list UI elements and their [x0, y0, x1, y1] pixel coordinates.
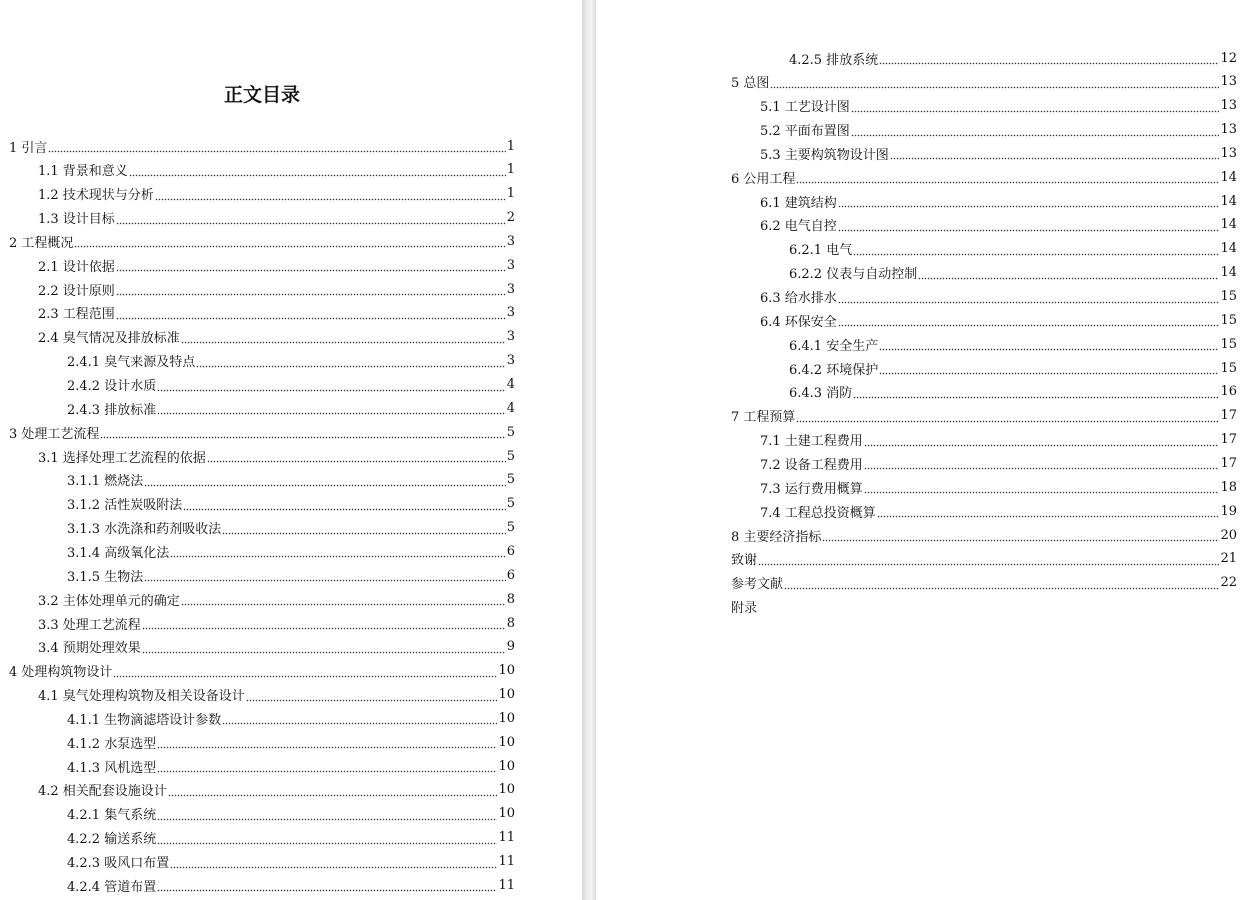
toc-entry-title: 6.4.2 环境保护 [789, 362, 879, 378]
toc-entry-page: 21 [1220, 551, 1237, 567]
toc-leader-dots [170, 539, 506, 563]
toc-entry[interactable] [789, 261, 1237, 285]
toc-leader-dots [157, 396, 506, 420]
toc-entry[interactable] [789, 332, 1237, 356]
toc-leader-dots [157, 873, 497, 897]
toc-leader-dots [100, 420, 505, 444]
toc-entry-page: 6 [506, 543, 515, 559]
toc-entry[interactable] [67, 492, 515, 516]
toc-entry[interactable] [731, 523, 1237, 547]
toc-leader-dots [183, 492, 506, 516]
toc-entry[interactable] [38, 253, 515, 277]
toc-entry-page: 6 [506, 567, 515, 583]
toc-entry-page: 17 [1220, 455, 1237, 471]
toc-leader-dots [918, 261, 1219, 285]
toc-entry[interactable] [731, 404, 1237, 428]
toc-entry[interactable] [760, 94, 1237, 118]
toc-entry-title: 4.2.2 输送系统 [67, 832, 157, 848]
toc-entry-title: 6.2 电气自控 [760, 219, 837, 235]
toc-entry-page: 11 [498, 877, 515, 893]
toc-leader-dots [181, 325, 506, 349]
toc-entry-page: 8 [506, 615, 515, 631]
toc-entry-title: 4 处理构筑物设计 [9, 665, 113, 681]
toc-leader-dots [116, 206, 506, 230]
toc-entry-page: 2 [506, 210, 515, 226]
toc-entry[interactable] [731, 547, 1237, 571]
toc-entry-page: 1 [506, 186, 515, 202]
toc-entry[interactable] [789, 356, 1237, 380]
toc-leader-dots [864, 451, 1220, 475]
toc-entry-page: 9 [506, 639, 515, 655]
toc-entry-title: 2.3 工程范围 [38, 307, 115, 323]
toc-entry-title: 4.1.1 生物滴滤塔设计参数 [67, 712, 222, 728]
toc-entry-title: 4.2.1 集气系统 [67, 808, 157, 824]
toc-entry[interactable] [38, 778, 515, 802]
toc-entry-title: 1.3 设计目标 [38, 212, 115, 228]
toc-entry-page: 18 [1220, 479, 1237, 495]
toc-entry-page: 10 [498, 687, 515, 703]
toc-entry[interactable] [760, 141, 1237, 165]
toc-entry[interactable] [760, 285, 1237, 309]
document-page-right [596, 0, 1245, 900]
toc-leader-dots [144, 468, 506, 492]
toc-entry-page: 5 [506, 520, 515, 536]
toc-entry[interactable] [67, 706, 515, 730]
toc-entry-title: 附录 [731, 601, 758, 617]
toc-entry-title: 3.1.5 生物法 [67, 569, 144, 585]
toc-entry-page: 15 [1220, 336, 1237, 352]
toc-entry-page: 10 [498, 806, 515, 822]
toc-entry-title: 6.4.1 安全生产 [789, 338, 879, 354]
toc-entry[interactable] [789, 237, 1237, 261]
toc-leader-dots [116, 301, 506, 325]
toc-entry-title: 3.1.1 燃烧法 [67, 474, 144, 490]
toc-entry-page: 11 [498, 830, 515, 846]
toc-entry-title: 3.1.2 活性炭吸附法 [67, 498, 183, 514]
toc-entry-title: 3.2 主体处理单元的确定 [38, 593, 180, 609]
toc-entry[interactable] [760, 499, 1237, 523]
toc-entry[interactable] [38, 206, 515, 230]
toc-entry-title: 3.1.4 高级氧化法 [67, 545, 170, 561]
toc-entry-title: 2.4.3 排放标准 [67, 402, 157, 418]
toc-entry[interactable] [38, 611, 515, 635]
toc-leader-dots [116, 277, 506, 301]
toc-leader-dots [246, 683, 498, 707]
toc-leader-dots [157, 730, 497, 754]
toc-leader-dots [890, 141, 1220, 165]
toc-leader-dots [853, 237, 1219, 261]
toc-leader-dots [157, 802, 497, 826]
toc-title: 正文目录 [223, 84, 300, 106]
toc-entry-title: 4.1.3 风机选型 [67, 760, 157, 776]
toc-entry-title: 2.4 臭气情况及排放标准 [38, 331, 180, 347]
toc-entry[interactable] [67, 873, 515, 897]
toc-entry-page: 10 [498, 758, 515, 774]
toc-leader-dots [758, 547, 1219, 571]
document-page-left [0, 0, 582, 900]
toc-entry[interactable] [38, 635, 515, 659]
toc-entry-page: 1 [506, 162, 515, 178]
toc-leader-dots [851, 94, 1220, 118]
toc-entry-title: 7.4 工程总投资概算 [760, 505, 876, 521]
toc-entry-title: 1 引言 [9, 140, 48, 156]
toc-entry-page: 10 [498, 663, 515, 679]
toc-entry-page: 3 [506, 257, 515, 273]
toc-leader-dots [770, 70, 1219, 94]
toc-leader-dots [157, 826, 497, 850]
toc-leader-dots [879, 356, 1219, 380]
toc-leader-dots [822, 523, 1219, 547]
toc-leader-dots [207, 444, 506, 468]
toc-entry-page: 10 [498, 710, 515, 726]
toc-entry-page: 1 [506, 138, 515, 154]
toc-entry[interactable] [38, 325, 515, 349]
toc-entry-title: 5 总图 [731, 76, 770, 92]
toc-entry-title: 6.4.3 消防 [789, 386, 853, 402]
toc-entry[interactable] [760, 118, 1237, 142]
toc-leader-dots [170, 850, 497, 874]
toc-entry-title: 4.2.4 管道布置 [67, 879, 157, 895]
toc-leader-dots [784, 571, 1219, 595]
toc-entry[interactable] [760, 189, 1237, 213]
toc-entry[interactable] [67, 468, 515, 492]
toc-entry-title: 7 工程预算 [731, 410, 796, 426]
toc-entry-page: 11 [498, 854, 515, 869]
toc-entry[interactable] [760, 451, 1237, 475]
toc-leader-dots [864, 428, 1220, 452]
toc-leader-dots [796, 165, 1219, 189]
toc-entry-title: 6 公用工程 [731, 171, 796, 187]
toc-entry-page: 3 [506, 281, 515, 297]
toc-entry[interactable] [38, 277, 515, 301]
toc-entry[interactable] [789, 380, 1237, 404]
toc-entry-page: 14 [1220, 265, 1237, 281]
toc-leader-dots [222, 706, 497, 730]
toc-entry-title: 4.2 相关配套设施设计 [38, 784, 167, 800]
toc-entry[interactable] [67, 396, 515, 420]
toc-entry[interactable] [789, 46, 1237, 70]
toc-entry-page: 15 [1220, 312, 1237, 328]
toc-leader-dots [879, 332, 1219, 356]
toc-entry[interactable] [38, 301, 515, 325]
toc-entry-page: 20 [1220, 527, 1237, 543]
toc-entry[interactable] [67, 516, 515, 540]
toc-leader-dots [157, 373, 506, 397]
toc-entry[interactable] [731, 571, 1237, 595]
toc-leader-dots [155, 182, 506, 206]
toc-entry[interactable] [67, 826, 515, 850]
toc-entry-title: 4.1 臭气处理构筑物及相关设备设计 [38, 689, 245, 705]
toc-entry[interactable] [760, 475, 1237, 499]
toc-entry-title: 7.3 运行费用概算 [760, 481, 863, 497]
toc-leader-dots [838, 308, 1220, 332]
toc-entry-page: 13 [1220, 122, 1237, 138]
toc-entry-title: 1.1 背景和意义 [38, 164, 128, 180]
toc-entry-page: 3 [506, 305, 515, 321]
toc-entry-title: 6.2.2 仪表与自动控制 [789, 267, 918, 283]
toc-entry-title: 6.3 给水排水 [760, 291, 837, 306]
toc-entry-page: 12 [1220, 50, 1237, 66]
toc-leader-dots [838, 189, 1220, 213]
toc-entry-page: 4 [506, 400, 515, 416]
toc-entry-title: 8 主要经济指标 [731, 529, 822, 545]
toc-entry-page: 3 [506, 233, 515, 249]
toc-leader-dots [838, 285, 1220, 309]
toc-entry-page: 13 [1220, 145, 1237, 161]
toc-entry-title: 7.2 设备工程费用 [760, 457, 863, 473]
toc-leader-dots [48, 134, 505, 158]
toc-leader-dots [796, 404, 1219, 428]
toc-entry-title: 3.3 处理工艺流程 [38, 617, 141, 633]
toc-entry-title: 2.2 设计原则 [38, 283, 115, 299]
toc-entry-page: 15 [1220, 360, 1237, 376]
toc-leader-dots [851, 118, 1220, 142]
page-gutter [582, 0, 596, 900]
toc-leader-dots [196, 349, 506, 373]
toc-entry-page: 19 [1220, 503, 1237, 519]
toc-entry-page: 10 [498, 734, 515, 750]
toc-entry-title: 1.2 技术现状与分析 [38, 188, 154, 204]
toc-entry-title: 7.1 土建工程费用 [760, 434, 863, 450]
toc-entry-page: 10 [498, 782, 515, 798]
toc-entry-page: 14 [1220, 241, 1237, 257]
toc-entry-page: 5 [506, 448, 515, 464]
toc-leader-dots [116, 253, 506, 277]
toc-entry[interactable] [67, 349, 515, 373]
toc-entry[interactable] [760, 308, 1237, 332]
toc-entry[interactable] [38, 182, 515, 206]
toc-entry-page: 3 [506, 329, 515, 345]
toc-entry-page: 13 [1220, 98, 1237, 114]
toc-entry[interactable] [731, 70, 1237, 94]
toc-entry-title: 3.4 预期处理效果 [38, 641, 141, 657]
toc-entry-title: 5.1 工艺设计图 [760, 100, 850, 116]
toc-entry-page: 8 [506, 591, 515, 607]
toc-entry-title: 2.4.2 设计水质 [67, 379, 157, 394]
toc-entry[interactable] [67, 373, 515, 397]
toc-entry-page: 3 [506, 353, 515, 369]
toc-entry[interactable] [38, 444, 515, 468]
toc-entry-title: 4.2.5 排放系统 [789, 52, 879, 68]
toc-entry[interactable] [9, 659, 515, 683]
toc-entry-page: 5 [506, 424, 515, 440]
toc-leader-dots [838, 213, 1220, 237]
toc-entry-page: 14 [1220, 217, 1237, 233]
toc-leader-dots [181, 587, 506, 611]
toc-leader-dots [877, 499, 1220, 523]
toc-leader-dots [879, 46, 1219, 70]
toc-entry-page: 4 [506, 377, 515, 392]
toc-entry-page: 13 [1220, 74, 1237, 90]
toc-entry-page: 17 [1220, 432, 1237, 448]
toc-entry-page: 15 [1220, 289, 1237, 304]
toc-entry[interactable] [9, 134, 515, 158]
toc-entry-page: 14 [1220, 169, 1237, 185]
toc-entry[interactable] [760, 428, 1237, 452]
toc-entry-title: 4.1.2 水泵选型 [67, 736, 157, 752]
toc-entry[interactable] [67, 754, 515, 778]
toc-leader-dots [74, 229, 505, 253]
toc-entry-title: 3.1 选择处理工艺流程的依据 [38, 450, 206, 466]
toc-entry-title: 2.1 设计依据 [38, 259, 115, 275]
toc-leader-dots [142, 611, 506, 635]
toc-entry-title: 6.4 环保安全 [760, 314, 837, 330]
toc-entry-title: 3 处理工艺流程 [9, 426, 100, 442]
toc-entry-title: 致谢 [731, 553, 758, 569]
toc-entry[interactable] [67, 730, 515, 754]
toc-entry-title: 参考文献 [731, 577, 784, 593]
toc-entry-title: 6.1 建筑结构 [760, 195, 837, 211]
toc-leader-dots [853, 380, 1219, 404]
toc-leader-dots [142, 635, 506, 659]
toc-entry[interactable] [38, 683, 515, 707]
toc-entry[interactable] [9, 229, 515, 253]
toc-leader-dots [157, 754, 497, 778]
toc-entry-page: 14 [1220, 193, 1237, 209]
toc-entry[interactable] [9, 420, 515, 444]
toc-entry[interactable] [38, 587, 515, 611]
toc-entry-title: 5.3 主要构筑物设计图 [760, 147, 889, 163]
toc-entry[interactable] [731, 165, 1237, 189]
toc-entry-page: 5 [506, 496, 515, 512]
toc-entry-title: 6.2.1 电气 [789, 243, 853, 259]
toc-entry-title: 2.4.1 臭气来源及特点 [67, 355, 196, 371]
toc-entry[interactable] [67, 850, 515, 874]
toc-entry-page: 16 [1220, 384, 1237, 400]
toc-entry[interactable] [760, 213, 1237, 237]
toc-entry-page: 5 [506, 472, 515, 488]
toc-entry[interactable] [67, 802, 515, 826]
toc-leader-dots [864, 475, 1220, 499]
toc-leader-dots [113, 659, 497, 683]
toc-leader-dots [144, 563, 506, 587]
toc-leader-dots [129, 158, 506, 182]
toc-entry-title: 5.2 平面布置图 [760, 124, 850, 140]
toc-entry[interactable] [38, 158, 515, 182]
toc-leader-dots [222, 516, 506, 540]
toc-entry[interactable] [67, 563, 515, 587]
toc-entry-title: 4.2.3 吸风口布置 [67, 856, 170, 871]
toc-leader-dots [168, 778, 498, 802]
toc-entry-title: 3.1.3 水洗涤和药剂吸收法 [67, 522, 222, 538]
toc-entry[interactable] [67, 539, 515, 563]
toc-entry-title: 2 工程概况 [9, 235, 74, 251]
toc-entry-page: 17 [1220, 408, 1237, 424]
toc-entry-page: 22 [1220, 575, 1237, 591]
toc-entry[interactable] [731, 595, 1237, 619]
